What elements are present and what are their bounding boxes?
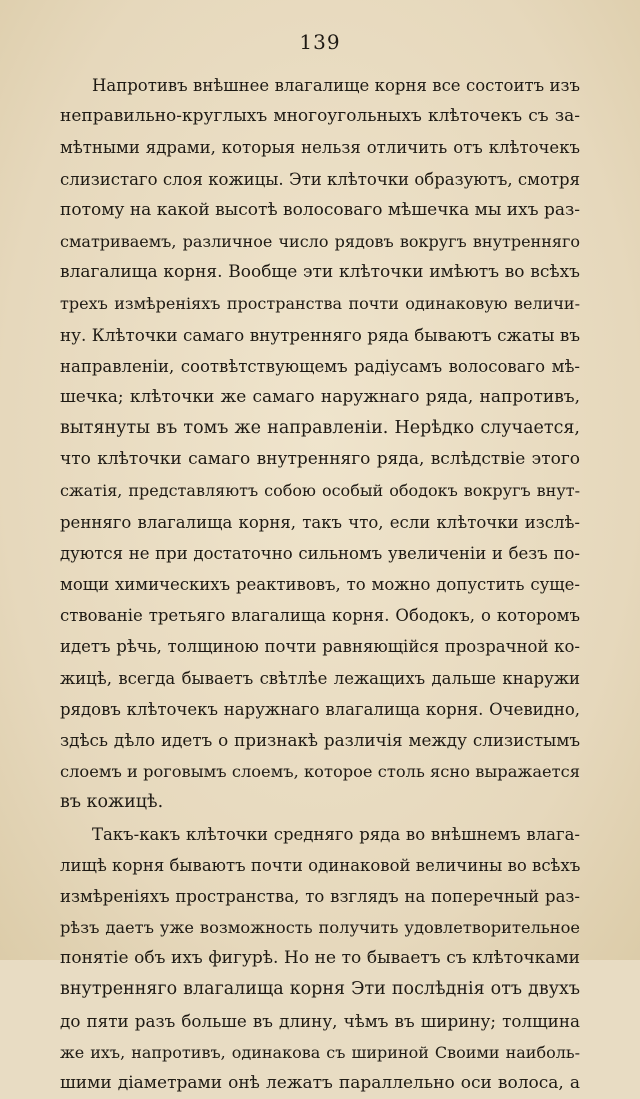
text-line: рѣзъ даетъ уже возможность получить удовлетворительное — [60, 912, 580, 943]
text-line: шими діаметрами онѣ лежатъ параллельно оси волоса, а — [60, 1068, 580, 1099]
text-line: сжатія, представляютъ собою особый ободокъ вокругъ внут- — [60, 475, 580, 506]
text-line: Такъ-какъ клѣточки средняго ряда во внѣшнемъ влага- — [60, 819, 580, 850]
text-line: ствованіе третьяго влагалища корня. Ободокъ, о которомъ — [60, 600, 580, 631]
text-line: трехъ измѣреніяхъ пространства почти одинаковую величи- — [60, 288, 580, 319]
text-line: шечка; клѣточки же самаго наружнаго ряда, напротивъ, — [60, 382, 580, 413]
text-line: что клѣточки самаго внутренняго ряда, вслѣдствіе этого — [60, 444, 580, 475]
text-line: влагалища корня. Вообще эти клѣточки имѣютъ во всѣхъ — [60, 257, 580, 288]
text-line: ну. Клѣточки самаго внутренняго ряда бываютъ сжаты въ — [60, 320, 580, 351]
text-body — [60, 70, 580, 1099]
paragraph-2 — [60, 819, 580, 1099]
text-line: жицѣ, всегда бываетъ свѣтлѣе лежащихъ дальше кнаружи — [60, 663, 580, 694]
text-line: мѣтными ядрами, которыя нельзя отличить отъ клѣточекъ — [60, 132, 580, 163]
text-line: сматриваемъ, различное число рядовъ вокругъ внутренняго — [60, 226, 580, 257]
text-line: идетъ рѣчь, толщиною почти равняющійся прозрачной ко- — [60, 631, 580, 662]
text-line: Напротивъ внѣшнее влагалище корня все состоитъ изъ — [60, 70, 580, 101]
text-line: слизистаго слоя кожицы. Эти клѣточки образуютъ, смотря — [60, 164, 580, 195]
text-line: до пяти разъ больше въ длину, чѣмъ въ ширину; толщина — [60, 1006, 580, 1037]
text-line: внутренняго влагалища корня Эти послѣднія отъ двухъ — [60, 974, 580, 1005]
text-line: ренняго влагалища корня, такъ что, если клѣточки изслѣ- — [60, 507, 580, 538]
text-line: рядовъ клѣточекъ наружнаго влагалища корня. Очевидно, — [60, 694, 580, 725]
page-number: 139 — [0, 30, 640, 54]
text-line: же ихъ, напротивъ, одинакова съ шириной Своими наиболь- — [60, 1037, 580, 1068]
text-line: въ кожицѣ. — [60, 787, 580, 818]
text-line: потому на какой высотѣ волосоваго мѣшечка мы ихъ раз- — [60, 195, 580, 226]
text-line: слоемъ и роговымъ слоемъ, которое столь ясно выражается — [60, 756, 580, 787]
text-line: измѣреніяхъ пространства, то взглядъ на поперечный раз- — [60, 881, 580, 912]
text-line: мощи химическихъ реактивовъ, то можно допустить суще- — [60, 569, 580, 600]
text-line: неправильно-круглыхъ многоугольныхъ клѣточекъ съ за- — [60, 101, 580, 132]
text-line: вытянуты въ томъ же направленіи. Нерѣдко случается, — [60, 413, 580, 444]
text-line: направленіи, соотвѣтствующемъ радіусамъ волосоваго мѣ- — [60, 351, 580, 382]
text-line: здѣсь дѣло идетъ о признакѣ различія между слизистымъ — [60, 725, 580, 756]
text-line: лищѣ корня бываютъ почти одинаковой величины во всѣхъ — [60, 850, 580, 881]
text-line: дуются не при достаточно сильномъ увеличеніи и безъ по- — [60, 538, 580, 569]
text-line: понятіе объ ихъ фигурѣ. Но не то бываетъ съ клѣточками — [60, 943, 580, 974]
paragraph-1 — [60, 70, 580, 819]
